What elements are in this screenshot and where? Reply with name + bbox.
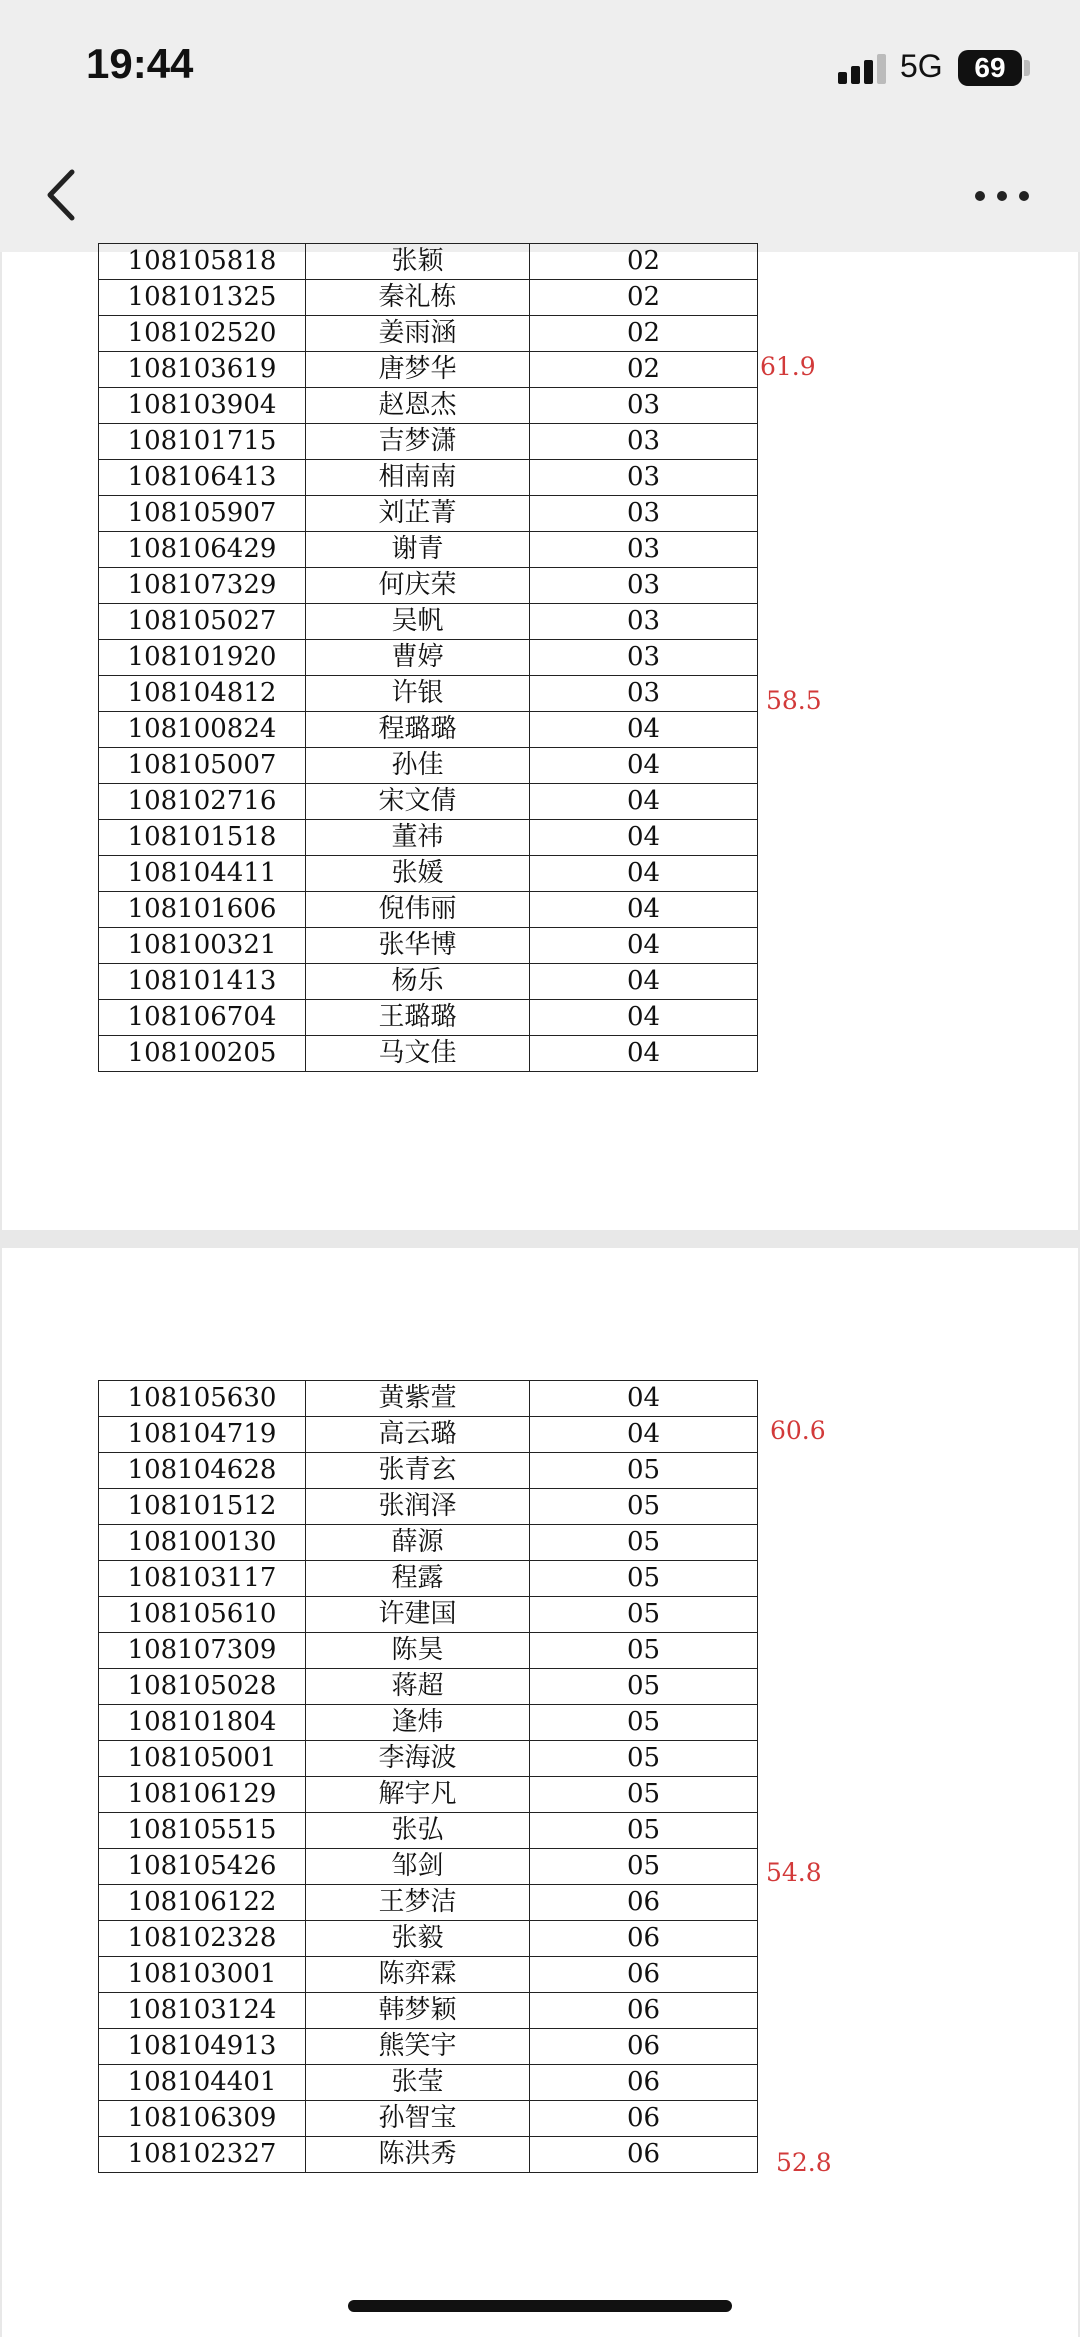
student-id-cell: 108101920 bbox=[99, 640, 306, 676]
student-id-cell: 108105007 bbox=[99, 748, 306, 784]
student-id-cell: 108102716 bbox=[99, 784, 306, 820]
student-id-cell: 108106122 bbox=[99, 1885, 306, 1921]
student-name-cell: 韩梦颖 bbox=[306, 1993, 530, 2029]
handwritten-score: 61.9 bbox=[760, 352, 816, 381]
class-code-cell: 04 bbox=[530, 928, 758, 964]
student-id-cell: 108103117 bbox=[99, 1561, 306, 1597]
student-id-cell: 108104401 bbox=[99, 2065, 306, 2101]
student-name-cell: 曹婷 bbox=[306, 640, 530, 676]
student-name-cell: 逢炜 bbox=[306, 1705, 530, 1741]
table-row bbox=[99, 1921, 758, 1957]
student-name-cell: 张莹 bbox=[306, 2065, 530, 2101]
class-code-cell: 05 bbox=[530, 1813, 758, 1849]
class-code-cell: 03 bbox=[530, 676, 758, 712]
class-code-cell: 04 bbox=[530, 784, 758, 820]
student-id-cell: 108105027 bbox=[99, 604, 306, 640]
table-row bbox=[99, 928, 758, 964]
class-code-cell: 04 bbox=[530, 748, 758, 784]
table-row bbox=[99, 1036, 758, 1072]
student-name-cell: 杨乐 bbox=[306, 964, 530, 1000]
student-name-cell: 孙智宝 bbox=[306, 2101, 530, 2137]
student-name-cell: 王璐璐 bbox=[306, 1000, 530, 1036]
student-id-cell: 108100130 bbox=[99, 1525, 306, 1561]
student-id-cell: 108101325 bbox=[99, 280, 306, 316]
table-row bbox=[99, 820, 758, 856]
student-id-cell: 108101606 bbox=[99, 892, 306, 928]
table-row bbox=[99, 964, 758, 1000]
class-code-cell: 06 bbox=[530, 1921, 758, 1957]
table-row bbox=[99, 496, 758, 532]
student-name-cell: 张媛 bbox=[306, 856, 530, 892]
table-row bbox=[99, 568, 758, 604]
table-row bbox=[99, 2029, 758, 2065]
table-row bbox=[99, 1705, 758, 1741]
student-name-cell: 孙佳 bbox=[306, 748, 530, 784]
home-indicator[interactable] bbox=[348, 2300, 732, 2312]
student-table bbox=[98, 243, 758, 1072]
class-code-cell: 03 bbox=[530, 568, 758, 604]
status-time: 19:44 bbox=[86, 40, 194, 87]
class-code-cell: 06 bbox=[530, 1957, 758, 1993]
class-code-cell: 04 bbox=[530, 1417, 758, 1453]
table-row bbox=[99, 2065, 758, 2101]
handwritten-score: 52.8 bbox=[776, 2148, 832, 2177]
table-row bbox=[99, 388, 758, 424]
student-name-cell: 张华博 bbox=[306, 928, 530, 964]
table-row bbox=[99, 1525, 758, 1561]
student-id-cell: 108103619 bbox=[99, 352, 306, 388]
student-id-cell: 108104913 bbox=[99, 2029, 306, 2065]
class-code-cell: 06 bbox=[530, 2065, 758, 2101]
student-name-cell: 陈弈霖 bbox=[306, 1957, 530, 1993]
student-name-cell: 秦礼栋 bbox=[306, 280, 530, 316]
class-code-cell: 06 bbox=[530, 2137, 758, 2173]
class-code-cell: 03 bbox=[530, 424, 758, 460]
class-code-cell: 04 bbox=[530, 1036, 758, 1072]
student-id-cell: 108102328 bbox=[99, 1921, 306, 1957]
student-id-cell: 108103904 bbox=[99, 388, 306, 424]
class-code-cell: 02 bbox=[530, 244, 758, 280]
class-code-cell: 05 bbox=[530, 1597, 758, 1633]
table-row bbox=[99, 352, 758, 388]
class-code-cell: 03 bbox=[530, 640, 758, 676]
class-code-cell: 03 bbox=[530, 604, 758, 640]
handwritten-score: 60.6 bbox=[770, 1416, 826, 1445]
class-code-cell: 06 bbox=[530, 1993, 758, 2029]
student-name-cell: 熊笑宇 bbox=[306, 2029, 530, 2065]
student-id-cell: 108101512 bbox=[99, 1489, 306, 1525]
class-code-cell: 04 bbox=[530, 820, 758, 856]
student-id-cell: 108104411 bbox=[99, 856, 306, 892]
student-id-cell: 108103001 bbox=[99, 1957, 306, 1993]
class-code-cell: 02 bbox=[530, 352, 758, 388]
table-row bbox=[99, 532, 758, 568]
student-name-cell: 吴帆 bbox=[306, 604, 530, 640]
cellular-signal-icon bbox=[836, 52, 892, 86]
student-name-cell: 吉梦潇 bbox=[306, 424, 530, 460]
student-id-cell: 108100824 bbox=[99, 712, 306, 748]
student-name-cell: 李海波 bbox=[306, 1741, 530, 1777]
table-row bbox=[99, 1633, 758, 1669]
student-id-cell: 108106129 bbox=[99, 1777, 306, 1813]
class-code-cell: 03 bbox=[530, 496, 758, 532]
student-id-cell: 108105515 bbox=[99, 1813, 306, 1849]
student-id-cell: 108100321 bbox=[99, 928, 306, 964]
table-row bbox=[99, 1741, 758, 1777]
student-id-cell: 108105426 bbox=[99, 1849, 306, 1885]
class-code-cell: 05 bbox=[530, 1489, 758, 1525]
class-code-cell: 06 bbox=[530, 1885, 758, 1921]
handwritten-score: 58.5 bbox=[766, 686, 822, 715]
table-row bbox=[99, 1957, 758, 1993]
student-name-cell: 陈昊 bbox=[306, 1633, 530, 1669]
class-code-cell: 04 bbox=[530, 1381, 758, 1417]
student-table bbox=[98, 1380, 758, 2173]
network-type: 5G bbox=[900, 48, 943, 84]
table-row bbox=[99, 640, 758, 676]
class-code-cell: 05 bbox=[530, 1777, 758, 1813]
student-id-cell: 108104628 bbox=[99, 1453, 306, 1489]
student-name-cell: 许银 bbox=[306, 676, 530, 712]
student-name-cell: 薛源 bbox=[306, 1525, 530, 1561]
class-code-cell: 05 bbox=[530, 1669, 758, 1705]
student-name-cell: 王梦洁 bbox=[306, 1885, 530, 1921]
student-name-cell: 蒋超 bbox=[306, 1669, 530, 1705]
table-row bbox=[99, 712, 758, 748]
student-name-cell: 解宇凡 bbox=[306, 1777, 530, 1813]
nav-bar bbox=[0, 140, 1080, 252]
battery-icon bbox=[958, 50, 1022, 86]
class-code-cell: 02 bbox=[530, 316, 758, 352]
class-code-cell: 04 bbox=[530, 856, 758, 892]
student-id-cell: 108102327 bbox=[99, 2137, 306, 2173]
battery-cap bbox=[1024, 60, 1030, 76]
class-code-cell: 04 bbox=[530, 712, 758, 748]
class-code-cell: 06 bbox=[530, 2101, 758, 2137]
student-name-cell: 张弘 bbox=[306, 1813, 530, 1849]
student-id-cell: 108104812 bbox=[99, 676, 306, 712]
student-name-cell: 程露 bbox=[306, 1561, 530, 1597]
class-code-cell: 03 bbox=[530, 460, 758, 496]
class-code-cell: 05 bbox=[530, 1849, 758, 1885]
student-name-cell: 倪伟丽 bbox=[306, 892, 530, 928]
table-row bbox=[99, 460, 758, 496]
student-id-cell: 108106704 bbox=[99, 1000, 306, 1036]
table-row bbox=[99, 604, 758, 640]
status-bar bbox=[0, 0, 1080, 140]
student-name-cell: 陈洪秀 bbox=[306, 2137, 530, 2173]
student-id-cell: 108103124 bbox=[99, 1993, 306, 2029]
table-row bbox=[99, 1849, 758, 1885]
student-id-cell: 108106429 bbox=[99, 532, 306, 568]
student-id-cell: 108105907 bbox=[99, 496, 306, 532]
student-id-cell: 108101804 bbox=[99, 1705, 306, 1741]
student-id-cell: 108105028 bbox=[99, 1669, 306, 1705]
student-id-cell: 108107329 bbox=[99, 568, 306, 604]
student-name-cell: 黄紫萱 bbox=[306, 1381, 530, 1417]
table-row bbox=[99, 1417, 758, 1453]
student-name-cell: 马文佳 bbox=[306, 1036, 530, 1072]
class-code-cell: 05 bbox=[530, 1453, 758, 1489]
student-name-cell: 相南南 bbox=[306, 460, 530, 496]
class-code-cell: 05 bbox=[530, 1741, 758, 1777]
table-row bbox=[99, 784, 758, 820]
class-code-cell: 04 bbox=[530, 892, 758, 928]
student-name-cell: 张青玄 bbox=[306, 1453, 530, 1489]
class-code-cell: 06 bbox=[530, 2029, 758, 2065]
student-name-cell: 程璐璐 bbox=[306, 712, 530, 748]
table-row bbox=[99, 1561, 758, 1597]
student-name-cell: 张毅 bbox=[306, 1921, 530, 1957]
student-name-cell: 邹剑 bbox=[306, 1849, 530, 1885]
student-id-cell: 108101518 bbox=[99, 820, 306, 856]
table-row bbox=[99, 1489, 758, 1525]
student-id-cell: 108101413 bbox=[99, 964, 306, 1000]
student-id-cell: 108100205 bbox=[99, 1036, 306, 1072]
student-id-cell: 108105001 bbox=[99, 1741, 306, 1777]
student-id-cell: 108107309 bbox=[99, 1633, 306, 1669]
table-row bbox=[99, 280, 758, 316]
student-name-cell: 张颖 bbox=[306, 244, 530, 280]
class-code-cell: 03 bbox=[530, 532, 758, 568]
table-row bbox=[99, 316, 758, 352]
student-name-cell: 唐梦华 bbox=[306, 352, 530, 388]
student-id-cell: 108102520 bbox=[99, 316, 306, 352]
table-row bbox=[99, 1381, 758, 1417]
student-id-cell: 108106309 bbox=[99, 2101, 306, 2137]
class-code-cell: 05 bbox=[530, 1561, 758, 1597]
table-row bbox=[99, 1777, 758, 1813]
table-row bbox=[99, 424, 758, 460]
table-row bbox=[99, 2137, 758, 2173]
student-name-cell: 赵恩杰 bbox=[306, 388, 530, 424]
student-name-cell: 刘芷菁 bbox=[306, 496, 530, 532]
table-row bbox=[99, 676, 758, 712]
class-code-cell: 02 bbox=[530, 280, 758, 316]
table-row bbox=[99, 2101, 758, 2137]
table-row bbox=[99, 1597, 758, 1633]
student-name-cell: 姜雨涵 bbox=[306, 316, 530, 352]
document-page-2 bbox=[2, 1248, 1078, 2337]
student-name-cell: 高云璐 bbox=[306, 1417, 530, 1453]
table-row bbox=[99, 1000, 758, 1036]
table-row bbox=[99, 748, 758, 784]
student-id-cell: 108105610 bbox=[99, 1597, 306, 1633]
student-name-cell: 许建国 bbox=[306, 1597, 530, 1633]
student-name-cell: 何庆荣 bbox=[306, 568, 530, 604]
class-code-cell: 05 bbox=[530, 1525, 758, 1561]
student-name-cell: 董祎 bbox=[306, 820, 530, 856]
student-id-cell: 108101715 bbox=[99, 424, 306, 460]
student-name-cell: 谢青 bbox=[306, 532, 530, 568]
class-code-cell: 05 bbox=[530, 1705, 758, 1741]
table-row bbox=[99, 892, 758, 928]
class-code-cell: 04 bbox=[530, 964, 758, 1000]
table-row bbox=[99, 1993, 758, 2029]
student-id-cell: 108104719 bbox=[99, 1417, 306, 1453]
class-code-cell: 04 bbox=[530, 1000, 758, 1036]
table-row bbox=[99, 856, 758, 892]
battery-level: 69 bbox=[974, 52, 1006, 83]
class-code-cell: 03 bbox=[530, 388, 758, 424]
more-icon[interactable] bbox=[970, 168, 1034, 224]
table-row bbox=[99, 1813, 758, 1849]
student-id-cell: 108106413 bbox=[99, 460, 306, 496]
back-icon[interactable] bbox=[36, 162, 96, 228]
table-row bbox=[99, 1885, 758, 1921]
class-code-cell: 05 bbox=[530, 1633, 758, 1669]
student-name-cell: 宋文倩 bbox=[306, 784, 530, 820]
student-id-cell: 108105630 bbox=[99, 1381, 306, 1417]
document-page-1 bbox=[2, 246, 1078, 1230]
student-id-cell: 108105818 bbox=[99, 244, 306, 280]
table-row bbox=[99, 1453, 758, 1489]
table-row bbox=[99, 1669, 758, 1705]
handwritten-score: 54.8 bbox=[766, 1858, 822, 1887]
student-name-cell: 张润泽 bbox=[306, 1489, 530, 1525]
table-row bbox=[99, 244, 758, 280]
